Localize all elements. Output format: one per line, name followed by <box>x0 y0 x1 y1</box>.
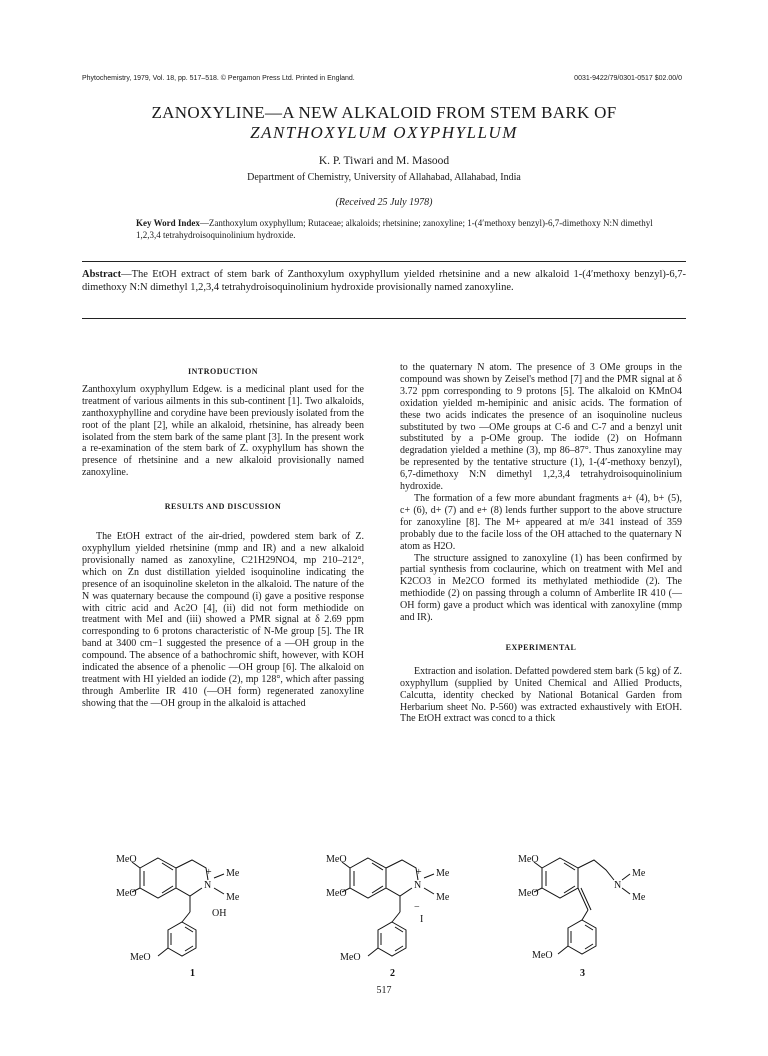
s3-meo-middle: MeO <box>518 888 539 899</box>
s2-meo-bottom: MeO <box>340 952 361 963</box>
s1-meo-top: MeO <box>116 854 137 865</box>
keywords <box>136 217 676 241</box>
paper-title <box>82 103 686 143</box>
s2-iodide: I <box>420 914 424 925</box>
abstract <box>82 268 686 294</box>
s3-me-2: Me <box>632 892 646 903</box>
s1-n: N <box>204 880 212 891</box>
title-line-2: ZANTHOXYLUM OXYPHYLLUM <box>250 123 518 142</box>
s1-me-1: Me <box>226 868 240 879</box>
results-paragraph: The EtOH extract of the air-dried, powdered stem bark of Z. oxyphyllum yielded rhetsinine (mmp and IR) and a new alkaloid provisionally named as zanoxyline, C21H29NO4, mp 210–212°, which on Zn dust distillation yielded isoquinoline indicating the presence of an isoquinoline skeleton in the alkaloid. The nature of the N was quaternary because the compound (i) gave a positive response with citric acid and Ac2O [4], (ii) did not form methiodide on treatment with MeI and (iii) showed a PMR signal at δ 2.69 ppm corresponding to 6 protons characteristic of N-Me group [5]. The IR band at 3400 cm−1 suggested the presence of a —OH group in the compound. The absence of a bathochromic shift, however, with KOH indicated the absence of a phenolic —OH group [6]. The alkaloid on treatment with HI yielded an iodide (2), mp 128°, which after passing through Amberlite IR 410 (—OH form) regenerated zanoxyline showing that the —OH group in the alkaloid is attached <box>82 531 364 709</box>
s2-me-1: Me <box>436 868 450 879</box>
experimental-paragraph: Extraction and isolation. Defatted powdered stem bark (5 kg) of Z. oxyphyllum (supplied by United Chemical and Allied Products, Calcutta, identity checked by National Botanical Garden from Herbarium sheet No. P-560) was extracted exhaustively with EtOH. The EtOH extract was concd to a thick <box>400 665 682 725</box>
s2-meo-middle: MeO <box>326 888 347 899</box>
structure-number-2: 2 <box>390 968 395 978</box>
discussion-paragraph-3: The structure assigned to zanoxyline (1) has been confirmed by partial synthesis from coclaurine, which on treatment with MeI and K2CO3 in Me2CO formed its methylated methiodide (2). The methiodide (2) on passing through a column of Amberlite IR 410 (—OH form) gave a product which was identical with zanoxyline (mmp and IR). <box>400 552 682 624</box>
keywords-text: —Zanthoxylum oxyphyllum; Rutaceae; alkaloids; rhetsinine; zanoxyline; 1-(4′methoxy benzyl)-6,7-dimethoxy N:N dimethyl 1,2,3,4 tetrahydroisoquinolinium hydroxide. <box>136 218 653 240</box>
s1-oh: OH <box>212 908 227 919</box>
s2-iodide-charge: − <box>414 902 420 913</box>
journal-header: Phytochemistry, 1979, Vol. 18, pp. 517–518. © Pergamon Press Ltd. Printed in England. <box>82 75 355 82</box>
left-column <box>82 366 364 710</box>
structure-number-3: 3 <box>580 968 585 978</box>
section-heading-experimental: EXPERIMENTAL <box>505 642 577 652</box>
s2-n: N <box>414 880 422 891</box>
abstract-text: —The EtOH extract of stem bark of Zanthoxylum oxyphyllum yielded rhetsinine and a new alkaloid 1-(4′methoxy benzyl)-6,7-dimethoxy N:N dimethyl 1,2,3,4 tetrahydroisoquinolinium hydroxide provisionally named zanoxyline. <box>82 269 686 293</box>
keywords-label: Key Word Index <box>136 218 200 228</box>
page-number: 517 <box>376 985 392 996</box>
s2-meo-top: MeO <box>326 854 347 865</box>
s1-me-2: Me <box>226 892 240 903</box>
s2-me-2: Me <box>436 892 450 903</box>
authors: K. P. Tiwari and M. Masood <box>318 155 450 167</box>
s3-meo-top: MeO <box>518 854 539 865</box>
s1-meo-middle: MeO <box>116 888 137 899</box>
s3-meo-bottom: MeO <box>532 950 553 961</box>
s1-plus: + <box>206 867 212 878</box>
chemical-structures <box>100 848 680 978</box>
discussion-paragraph-2: The formation of a few more abundant fragments a+ (4), b+ (5), c+ (6), d+ (7) and e+ (8) lends further support to the above structure for zanoxyline [8]. The M+ appeared at m/e 341 instead of 359 probably due to the facile loss of the OH attached to the quaternary N atom as H2O. <box>400 492 682 552</box>
intro-paragraph: Zanthoxylum oxyphyllum Edgew. is a medicinal plant used for the treatment of various ailments in this sub-continent [1]. Two alkaloids, zanthoxyphylline and corydine have been previously isolated from the root of the plant [2], while an alkaloid, rhetsinine, has already been isolated from the stem bark of the same plant [3]. In the present work a re-examination of the stem bark of Z. oxyphyllum has shown the presence of rhetsinine and a new alkaloid provisionally named zanoxyline. <box>82 383 364 479</box>
doi-header: 0031-9422/79/0301-0517 $02.00/0 <box>574 75 682 82</box>
section-heading-introduction: INTRODUCTION <box>187 367 258 376</box>
discussion-paragraph-1: to the quaternary N atom. The presence of 3 OMe groups in the compound was shown by Zeisel's method [7] and the PMR signal at δ 3.72 ppm corresponding to 9 protons [5]. The alkaloid on KMnO4 oxidation yielded m-hemipinic and anisic acids. The formation of these two acids indicates the presence of an isoquinoline nucleus substituted by two —OMe groups at C-6 and C-7 and a benzyl unit substituted by a p-OMe group. The iodide (2) on Hofmann degradation yielded a methine (3), mp 86–87°. Thus zanoxyline may be represented by the tentative structure (1), 1-(4′-methoxy benzyl), 6,7-dimethoxy N:N dimethyl 1,2,3,4 tetrahydroisoquinolinium hydroxide. <box>400 362 682 493</box>
abstract-top-rule <box>82 261 686 262</box>
title-line-1: ZANOXYLINE—A NEW ALKALOID FROM STEM BARK OF <box>151 103 617 122</box>
s3-n: N <box>614 880 622 891</box>
section-heading-results: RESULTS AND DISCUSSION <box>164 502 282 512</box>
abstract-label: Abstract <box>82 269 122 280</box>
right-column <box>400 362 682 725</box>
s1-meo-bottom: MeO <box>130 952 151 963</box>
abstract-bottom-rule <box>82 318 686 319</box>
s3-me-1: Me <box>632 868 646 879</box>
affiliation: Department of Chemistry, University of Allahabad, Allahabad, India <box>247 172 521 183</box>
structure-number-1: 1 <box>190 968 195 978</box>
received-date: (Received 25 July 1978) <box>335 197 433 208</box>
structure-3 <box>534 858 630 954</box>
s2-plus: + <box>416 867 422 878</box>
